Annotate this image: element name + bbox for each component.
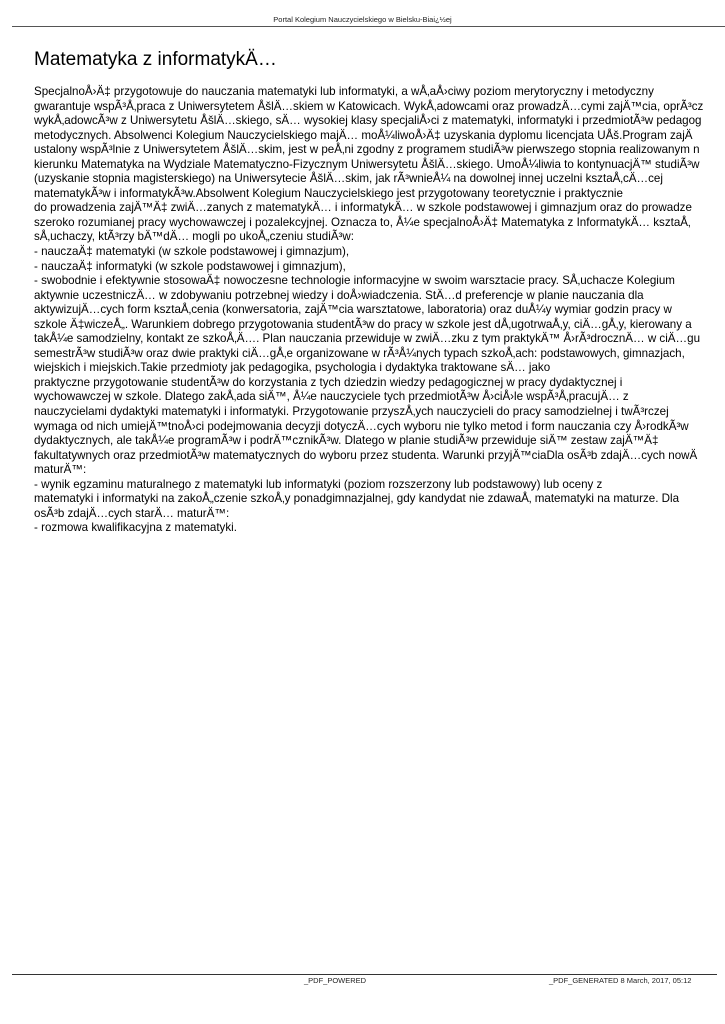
article-text-line: semestrÃ³w studiÃ³w oraz dwie praktyki ciÄ…gÅ‚e organizowane w rÃ³Å¼nych typach szkoÅ‚ach: podstawowych, gimnazjach, <box>34 346 685 360</box>
article-text-line: - rozmowa kwalifikacyjna z matematyki. <box>34 521 237 535</box>
article-text-line: matematykÃ³w i informatykÃ³w.Absolwent Kolegium Nauczycielskiego jest przygotowany teoretycznie i praktycznie <box>34 186 623 200</box>
article-text-line: wychowawczej w szkole. Dlatego zakÅ‚ada siÄ™, Å¼e nauczyciele tych przedmiotÃ³w Å›ciÅ›le wspÃ³Å‚pracujÄ… z <box>34 390 629 404</box>
article-text-line: nauczycielami dydaktyki matematyki i informatyki. Przygotowanie przyszÅ‚ych nauczycieli do pracy samodzielnej i twÃ³rczej <box>34 405 669 419</box>
article-text-line: - nauczaÄ‡ informatyki (w szkole podstawowej i gimnazjum), <box>34 259 346 273</box>
footer-generated-label: _PDF_GENERATED 8 March, 2017, 05:12 <box>549 976 692 985</box>
article-text-line: aktywnie uczestniczÄ… w zdobywaniu potrzebnej wiedzy i doÅ›wiadczenia. StÄ…d preferencje w planie nauczania dla <box>34 288 644 302</box>
article-text-line: dydaktycznych, ale takÅ¼e programÃ³w i podrÄ™cznikÃ³w. Dlatego w planie studiÃ³w przewiduje siÄ™ zestaw zajÄ™Ä‡ <box>34 434 659 448</box>
article-text-line: wykÅ‚adowcÃ³w z Uniwersytetu ÅšlÄ…skiego, sÄ… wysokiej klasy specjaliÅ›ci z matematyki, informatyki i przedmiotÃ³w pedagog <box>34 114 702 128</box>
article-text-line: wiejskich i miejskich.Takie przedmioty jak pedagogika, psychologia i dydaktyka traktowane sÄ… jako <box>34 361 551 375</box>
article-text-line: maturÄ™: <box>34 463 87 477</box>
portal-header-title: Portal Kolegium Nauczycielskiego w Bielsku-Biai¿½ej <box>273 15 452 24</box>
article-text-line: osÃ³b zdajÄ…cych starÄ… maturÄ™: <box>34 506 230 520</box>
article-body <box>34 85 725 536</box>
article-text-line: fakultatywnych oraz przedmiotÃ³w matematycznych do wyboru przez studenta. Warunki przyjÄ™ciaDla osÃ³b zdajÄ…cych nowÄ <box>34 448 698 462</box>
article-text-line: aktywizujÄ…cych form ksztaÅ‚cenia (konwersatoria, zajÄ™cia warsztatowe, laboratoria) oraz duÅ¼y wymiar godzin pracy w <box>34 303 672 317</box>
article-text-line: kierunku Matematyka na Wydziale Matematyczno-Fizycznym Uniwersytetu ÅšlÄ…skiego. UmoÅ¼liwia to kontynuacjÄ™ studiÃ³w <box>34 157 700 171</box>
article-text-line: - nauczaÄ‡ matematyki (w szkole podstawowej i gimnazjum), <box>34 245 350 259</box>
article-text-line: ustalony wspÃ³lnie z Uniwersytetem ÅšlÄ…skim, jest w peÅ‚ni zgodny z programem studiÃ³w pierwszego stopnia realizowanym n <box>34 143 700 157</box>
article-text-line: praktyczne przygotowanie studentÃ³w do korzystania z tych dziedzin wiedzy pedagogicznej w pracy dydaktycznej i <box>34 375 623 389</box>
header-divider <box>12 26 725 27</box>
article-text-line: - wynik egzaminu maturalnego z matematyki lub informatyki (poziom rozszerzony lub podstawowy) lub oceny z <box>34 477 603 491</box>
article-text-line: sÅ‚uchaczy, ktÃ³rzy bÄ™dÄ… mogli po ukoÅ„czeniu studiÃ³w: <box>34 230 355 244</box>
article-text-line: szkole Ä‡wiczeÅ„. Warunkiem dobrego przygotowania studentÃ³w do pracy w szkole jest dÅ‚ugotrwaÅ‚y, ciÄ…gÅ‚y, kierowany a <box>34 317 692 331</box>
page-title: Matematyka z informatykÄ… <box>34 48 277 70</box>
article-text-line: matematyki i informatyki na zakoÅ„czenie szkoÅ‚y ponadgimnazjalnej, gdy kandydat nie zdawaÅ‚ matematyki na maturze. Dla <box>34 492 680 506</box>
article-text-line: szeroko rozumianej pracy wychowawczej i pozalekcyjnej. Oznacza to, Å¼e specjalnoÅ›Ä‡ Matematyka z InformatykÄ… ksztaÅ‚ <box>34 215 691 229</box>
footer-divider <box>12 974 717 975</box>
article-text-line: gwarantuje wspÃ³Å‚praca z Uniwersytetem ÅšlÄ…skiem w Katowicach. WykÅ‚adowcami oraz prowadzÄ…cymi zajÄ™cia, oprÃ³cz <box>34 99 704 113</box>
article-text-line: wymaga od nich umiejÄ™tnoÅ›ci podejmowania decyzji dotyczÄ…cych wyboru nie tylko metod i form nauczania czy Å›rodkÃ³w <box>34 419 689 433</box>
article-text-line: metodycznych. Absolwenci Kolegium Nauczycielskiego majÄ… moÅ¼liwoÅ›Ä‡ uzyskania dyplomu licencjata UÅš.Program zajÄ <box>34 128 693 142</box>
article-text-line: (uzyskanie stopnia magisterskiego) na Uniwersytecie ÅšlÄ…skim, jak rÃ³wnieÅ¼ na dowolnej innej uczelni ksztaÅ‚cÄ…cej <box>34 172 663 186</box>
article-text-line: SpecjalnoÅ›Ä‡ przygotowuje do nauczania matematyki lub informatyki, a wÅ‚aÅ›ciwy poziom merytoryczny i metodyczny <box>34 85 654 98</box>
article-text-line: takÅ¼e samodzielny, kontakt ze szkoÅ‚Ä…. Plan nauczania przewiduje w zwiÄ…zku z tym praktykÄ™ Å›rÃ³drocznÄ… w ciÄ…gu <box>34 332 701 346</box>
article-text-line: - swobodnie i efektywnie stosowaÄ‡ nowoczesne technologie informacyjne w swoim warsztacie pracy. SÅ‚uchacze Kolegium <box>34 274 675 288</box>
article-text-line: do prowadzenia zajÄ™Ä‡ zwiÄ…zanych z matematykÄ… i informatykÄ… w szkole podstawowej i gimnazjum oraz do prowadze <box>34 201 692 215</box>
footer-powered-label: _PDF_POWERED <box>304 976 367 985</box>
